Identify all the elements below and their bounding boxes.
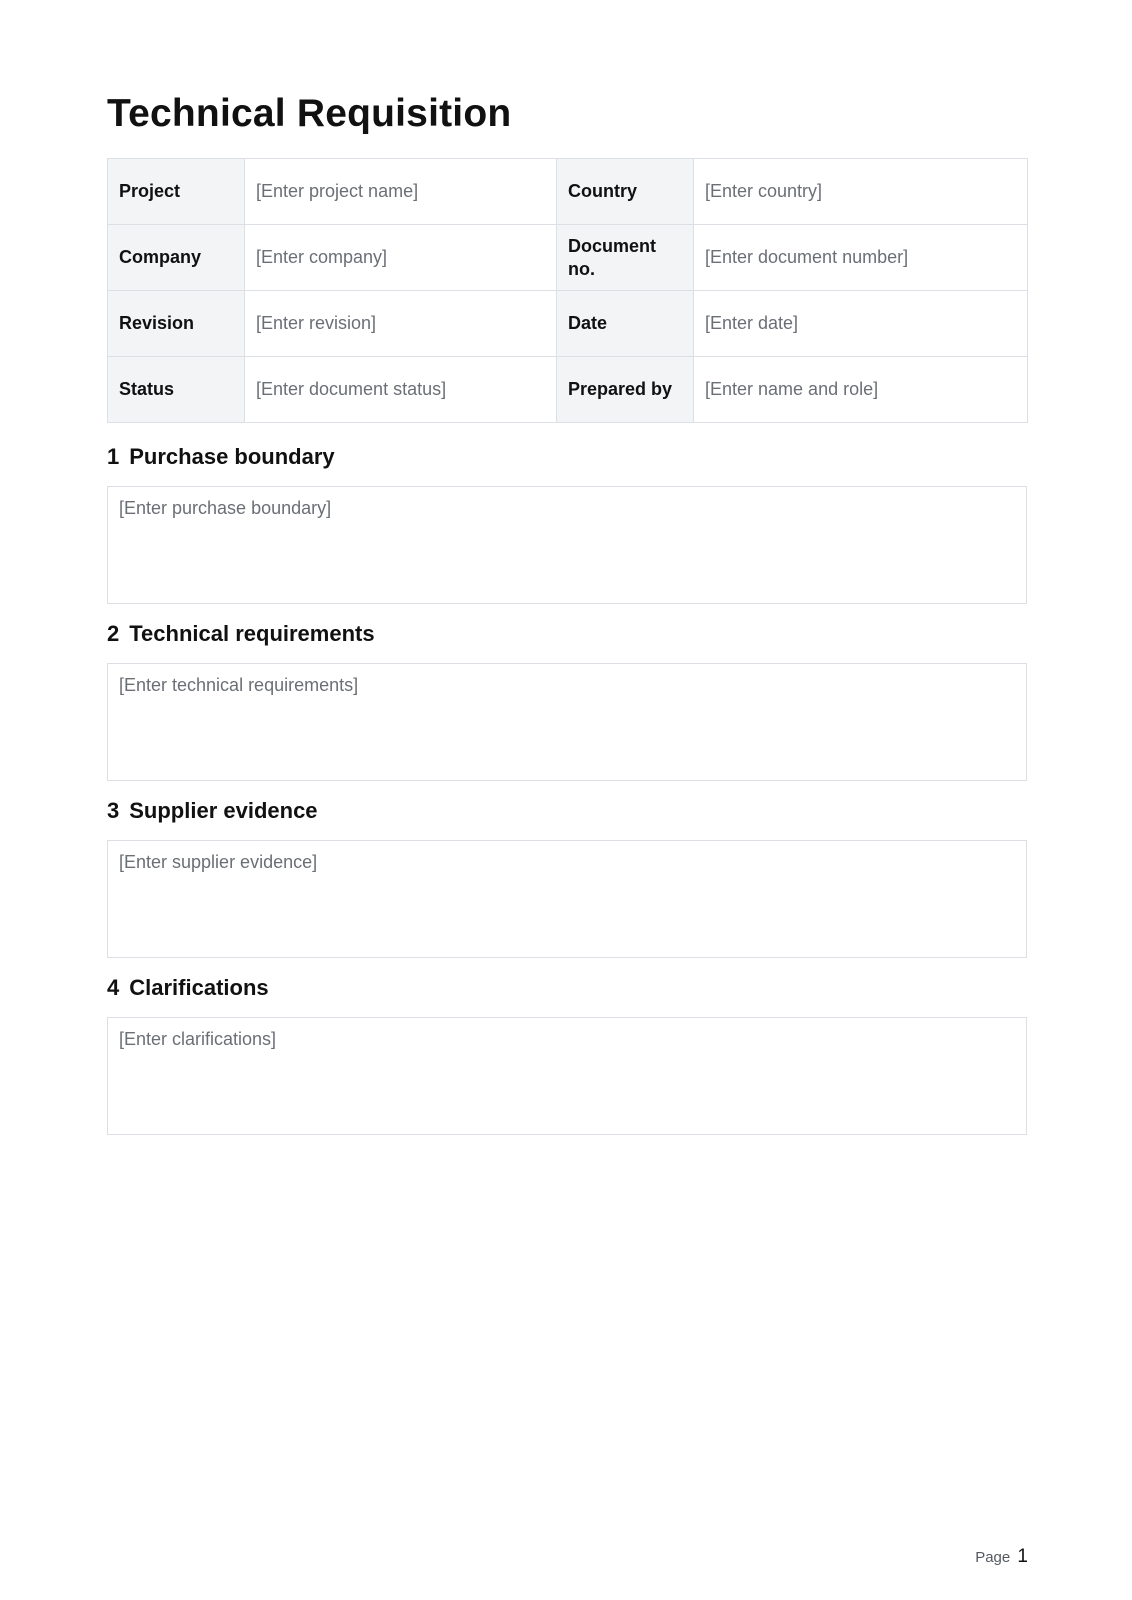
section-heading-supplier-evidence [107,797,318,825]
table-row [108,357,1028,423]
project-label: Project [108,159,245,225]
clarifications-field[interactable]: [Enter clarifications] [107,1017,1027,1135]
table-row [108,291,1028,357]
section-number: 4 [107,975,120,1000]
document-info-table [107,158,1028,423]
purchase-boundary-field[interactable]: [Enter purchase boundary] [107,486,1027,604]
section-title-text: Clarifications [129,975,269,1000]
revision-label: Revision [108,291,245,357]
page-title: Technical Requisition [107,92,512,135]
revision-field[interactable]: [Enter revision] [245,291,557,357]
section-heading-technical-requirements [107,620,375,648]
status-label: Status [108,357,245,423]
section-title-text: Technical requirements [129,621,375,646]
supplier-evidence-field[interactable]: [Enter supplier evidence] [107,840,1027,958]
date-label: Date [557,291,694,357]
section-heading-purchase-boundary [107,443,335,471]
prepared-by-field[interactable]: [Enter name and role] [694,357,1028,423]
section-number: 1 [107,444,120,469]
section-title-text: Supplier evidence [129,798,318,823]
status-field[interactable]: [Enter document status] [245,357,557,423]
section-number: 3 [107,798,120,823]
project-field[interactable]: [Enter project name] [245,159,557,225]
page-number: 1 [1017,1546,1028,1567]
section-number: 2 [107,621,120,646]
date-field[interactable]: [Enter date] [694,291,1028,357]
table-row [108,159,1028,225]
country-label: Country [557,159,694,225]
section-heading-clarifications [107,974,269,1002]
table-row [108,225,1028,291]
company-field[interactable]: [Enter company] [245,225,557,291]
section-title-text: Purchase boundary [129,444,335,469]
document-number-field[interactable]: [Enter document number] [694,225,1028,291]
country-field[interactable]: [Enter country] [694,159,1028,225]
page-label: Page [975,1549,1011,1566]
company-label: Company [108,225,245,291]
technical-requirements-field[interactable]: [Enter technical requirements] [107,663,1027,781]
document-number-label: Document no. [557,225,694,291]
prepared-by-label: Prepared by [557,357,694,423]
page-footer [975,1545,1028,1570]
